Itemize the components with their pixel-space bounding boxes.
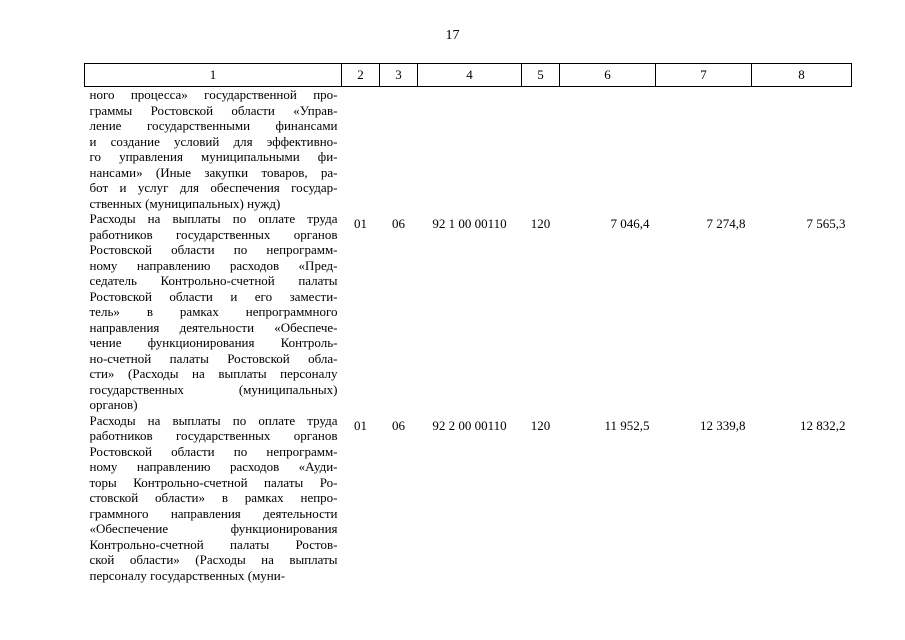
description-line: Расходы на выплаты по оплате труда <box>89 211 338 226</box>
description-line: граммы Ростовской области «Управ- <box>89 102 338 118</box>
description-line: чение функционирования Контроль- <box>89 335 338 350</box>
row-description <box>85 211 342 413</box>
description-line: органов) <box>89 397 138 412</box>
subsection-code: 06 <box>392 417 405 433</box>
table-row <box>85 413 852 584</box>
description-line: ственных (муниципальных) нужд) <box>89 195 281 211</box>
description-line: направления деятельности «Обеспече- <box>89 319 338 335</box>
row-description <box>85 87 342 212</box>
description-line: бот и услуг для обеспечения государ- <box>89 180 338 195</box>
description-line: тель» в рамках непрограммного <box>89 304 338 319</box>
row-description <box>85 413 342 584</box>
section-code: 01 <box>354 216 367 231</box>
column-header-6: 6 <box>560 64 656 87</box>
description-line: работников государственных органов <box>89 226 338 242</box>
expense-type-code: 120 <box>530 216 551 231</box>
description-line: граммного направления деятельности <box>89 505 338 521</box>
description-line: персоналу государственных (муни- <box>89 567 286 583</box>
budget-table <box>84 63 852 583</box>
expense-type-code <box>522 87 560 212</box>
target-article-code <box>418 87 522 212</box>
description-line: ской области» (Расходы на выплаты <box>89 552 338 567</box>
description-line: государственных (муниципальных) <box>89 381 338 397</box>
table-header-row <box>85 64 852 87</box>
table-row <box>85 87 852 212</box>
amount-year-3: 7 565,3 <box>806 216 846 231</box>
amount-year-3 <box>752 87 852 212</box>
amount-year-1 <box>560 87 656 212</box>
amount-year-1: 7 046,4 <box>610 216 650 231</box>
subsection-code: 06 <box>392 216 405 231</box>
description-line: Контрольно-счетной палаты Ростов- <box>89 536 338 552</box>
description-line: ление государственными финансами <box>89 118 338 133</box>
column-header-8: 8 <box>752 64 852 87</box>
amount-year-3: 12 832,2 <box>800 417 846 433</box>
target-article-code: 92 2 00 00110 <box>432 417 507 433</box>
target-article-code: 92 1 00 00110 <box>432 216 507 231</box>
amount-year-2: 12 339,8 <box>700 417 746 433</box>
description-line: ному направлению расходов «Ауди- <box>89 459 338 474</box>
column-header-5: 5 <box>522 64 560 87</box>
section-code: 01 <box>354 417 367 433</box>
column-header-2: 2 <box>342 64 380 87</box>
description-line: Ростовской области по непрограмм- <box>89 242 338 257</box>
description-line: торы Контрольно-счетной палаты Ро- <box>89 474 338 490</box>
description-line: седатель Контрольно-счетной палаты <box>89 273 338 288</box>
description-line: ного процесса» государственной про- <box>89 87 338 102</box>
subsection-code <box>380 87 418 212</box>
amount-year-2: 7 274,8 <box>706 216 746 231</box>
column-header-4: 4 <box>418 64 522 87</box>
column-header-3: 3 <box>380 64 418 87</box>
column-header-1: 1 <box>85 64 342 87</box>
description-line: ному направлению расходов «Пред- <box>89 257 338 273</box>
column-header-7: 7 <box>656 64 752 87</box>
description-line: и создание условий для эффективно- <box>89 133 338 149</box>
amount-year-2 <box>656 87 752 212</box>
description-line: Ростовской области и его замести- <box>89 288 338 304</box>
amount-year-1: 11 952,5 <box>604 417 650 433</box>
description-line: «Обеспечение функционирования <box>89 521 338 536</box>
table-body <box>85 87 852 584</box>
description-line: стовской области» в рамках непро- <box>89 490 338 505</box>
table-row <box>85 211 852 413</box>
description-line: работников государственных органов <box>89 428 338 443</box>
description-line: го управления муниципальными фи- <box>89 149 338 164</box>
description-line: Расходы на выплаты по оплате труда <box>89 412 338 428</box>
description-line: Ростовской области по непрограмм- <box>89 443 338 459</box>
description-line: сти» (Расходы на выплаты персоналу <box>89 366 338 381</box>
description-line: нансами» (Иные закупки товаров, ра- <box>89 164 338 180</box>
page-number: 17 <box>445 28 460 43</box>
section-code <box>342 87 380 212</box>
description-line: но-счетной палаты Ростовской обла- <box>89 350 338 366</box>
expense-type-code: 120 <box>530 417 551 433</box>
